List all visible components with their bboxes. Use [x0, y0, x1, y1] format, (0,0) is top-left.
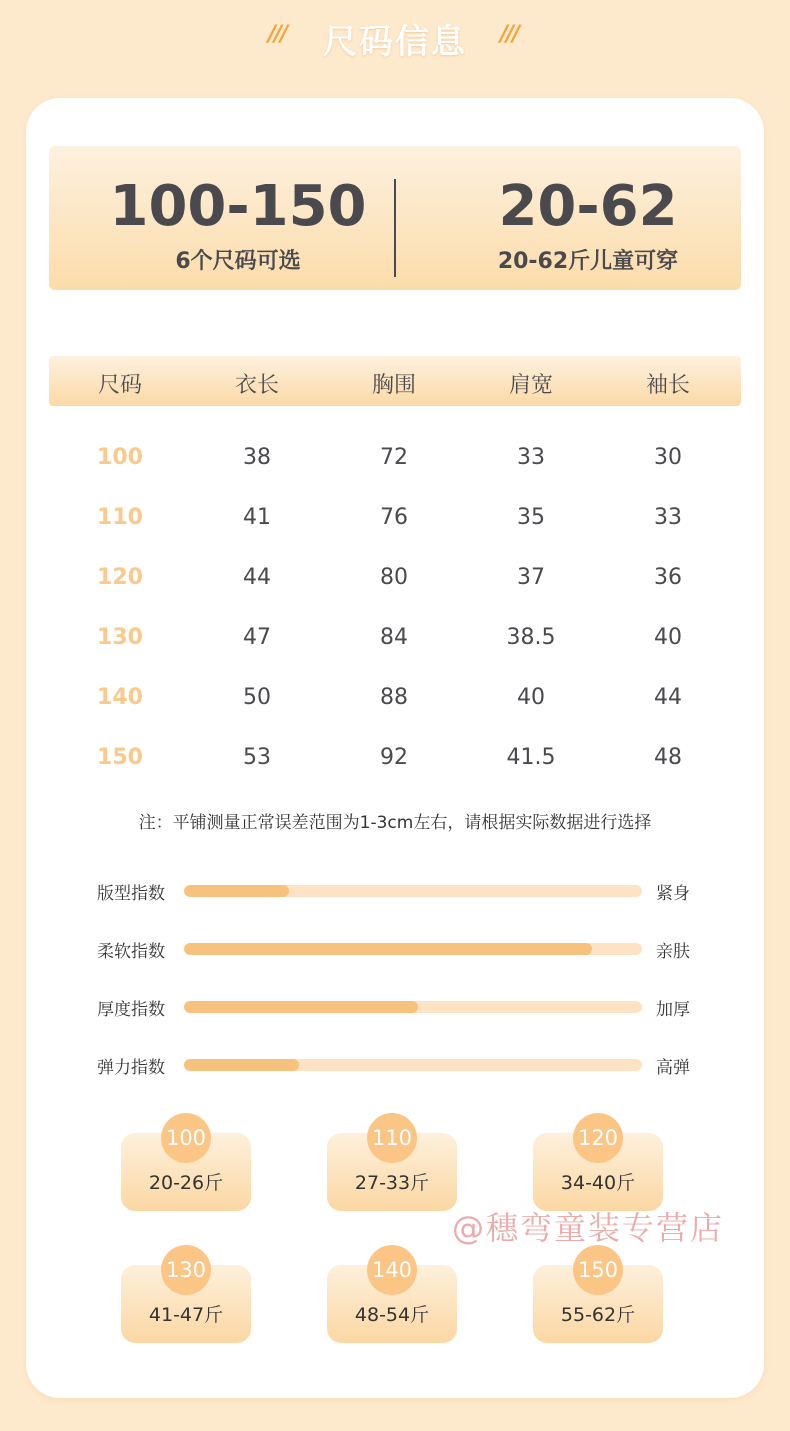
table-cell: 38.5 — [506, 625, 556, 650]
decor-slashes-right: /// — [500, 22, 519, 47]
table-cell: 50 — [243, 685, 271, 710]
table-cell: 41.5 — [506, 745, 556, 770]
header-cell-sleeve: 袖长 — [645, 373, 690, 398]
elasticity-index-track — [184, 1059, 642, 1071]
table-cell: 38 — [243, 445, 271, 470]
fit-index-end-label: 紧身 — [656, 884, 690, 904]
size-range: 100-150 — [109, 174, 367, 239]
weight-card-size-badge: 140 — [367, 1245, 417, 1295]
weight-note: 20-62斤儿童可穿 — [497, 249, 679, 274]
summary-banner — [49, 146, 741, 290]
size-count-note: 6个尺码可选 — [175, 249, 301, 274]
table-row — [49, 619, 741, 659]
weight-card — [327, 1245, 457, 1365]
weight-card — [121, 1245, 251, 1365]
weight-card-size-badge: 110 — [367, 1113, 417, 1163]
softness-index-fill — [184, 943, 592, 955]
table-row — [49, 559, 741, 599]
softness-index-end-label: 亲肤 — [656, 942, 690, 962]
table-cell: 76 — [380, 505, 408, 530]
weight-card-range: 48-54斤 — [354, 1304, 430, 1326]
table-cell: 41 — [243, 505, 271, 530]
fit-index-row — [0, 876, 790, 906]
weight-range: 20-62 — [498, 174, 678, 239]
header-cell-chest: 胸围 — [371, 373, 416, 398]
table-cell: 30 — [654, 445, 682, 470]
size-table-header — [49, 356, 741, 406]
elasticity-index-fill — [184, 1059, 299, 1071]
summary-divider — [394, 179, 396, 277]
table-cell: 84 — [380, 625, 408, 650]
table-cell: 37 — [517, 565, 545, 590]
table-cell-size: 120 — [97, 565, 143, 590]
store-watermark: @穗弯童装专营店 — [452, 1209, 725, 1247]
table-cell-size: 110 — [97, 505, 143, 530]
thickness-index-row — [0, 992, 790, 1022]
table-cell: 53 — [243, 745, 271, 770]
fit-index-label: 版型指数 — [97, 884, 165, 904]
weight-card-range: 20-26斤 — [148, 1172, 224, 1194]
table-cell: 88 — [380, 685, 408, 710]
table-cell-size: 150 — [97, 745, 143, 770]
page-title: 尺码信息 — [323, 22, 467, 62]
table-cell: 72 — [380, 445, 408, 470]
table-row — [49, 499, 741, 539]
elasticity-index-row — [0, 1050, 790, 1080]
elasticity-index-end-label: 高弹 — [656, 1058, 690, 1078]
table-cell: 40 — [517, 685, 545, 710]
weight-card-size-badge: 130 — [161, 1245, 211, 1295]
thickness-index-track — [184, 1001, 642, 1013]
decor-slashes-left: /// — [268, 22, 287, 47]
page-header — [0, 0, 790, 80]
weight-card-range: 34-40斤 — [560, 1172, 636, 1194]
weight-card-range: 27-33斤 — [354, 1172, 430, 1194]
header-cell-shoulder: 肩宽 — [508, 373, 553, 398]
thickness-index-label: 厚度指数 — [97, 1000, 165, 1020]
table-cell: 44 — [243, 565, 271, 590]
table-cell: 40 — [654, 625, 682, 650]
weight-card-size-badge: 120 — [573, 1113, 623, 1163]
table-row — [49, 439, 741, 479]
table-cell: 92 — [380, 745, 408, 770]
weight-card-range: 41-47斤 — [148, 1304, 224, 1326]
table-row — [49, 679, 741, 719]
table-cell: 44 — [654, 685, 682, 710]
weight-card-size-badge: 150 — [573, 1245, 623, 1295]
weight-card-range: 55-62斤 — [560, 1304, 636, 1326]
weight-card-size-badge: 100 — [161, 1113, 211, 1163]
table-row — [49, 739, 741, 779]
table-cell-size: 130 — [97, 625, 143, 650]
table-cell: 36 — [654, 565, 682, 590]
table-cell-size: 140 — [97, 685, 143, 710]
table-cell: 33 — [654, 505, 682, 530]
table-cell: 80 — [380, 565, 408, 590]
weight-card — [121, 1113, 251, 1233]
thickness-index-end-label: 加厚 — [656, 1000, 690, 1020]
fit-index-fill — [184, 885, 289, 897]
weight-card — [533, 1245, 663, 1365]
measurement-note: 注：平铺测量正常误差范围为1-3cm左右，请根据实际数据进行选择 — [138, 813, 652, 833]
thickness-index-fill — [184, 1001, 418, 1013]
fit-index-track — [184, 885, 642, 897]
softness-index-track — [184, 943, 642, 955]
table-cell-size: 100 — [97, 445, 143, 470]
table-cell: 48 — [654, 745, 682, 770]
table-cell: 35 — [517, 505, 545, 530]
weight-card — [327, 1113, 457, 1233]
header-cell-length: 衣长 — [234, 373, 279, 398]
elasticity-index-label: 弹力指数 — [97, 1058, 165, 1078]
softness-index-row — [0, 934, 790, 964]
table-cell: 33 — [517, 445, 545, 470]
table-cell: 47 — [243, 625, 271, 650]
softness-index-label: 柔软指数 — [97, 942, 165, 962]
header-cell-size: 尺码 — [97, 373, 142, 398]
